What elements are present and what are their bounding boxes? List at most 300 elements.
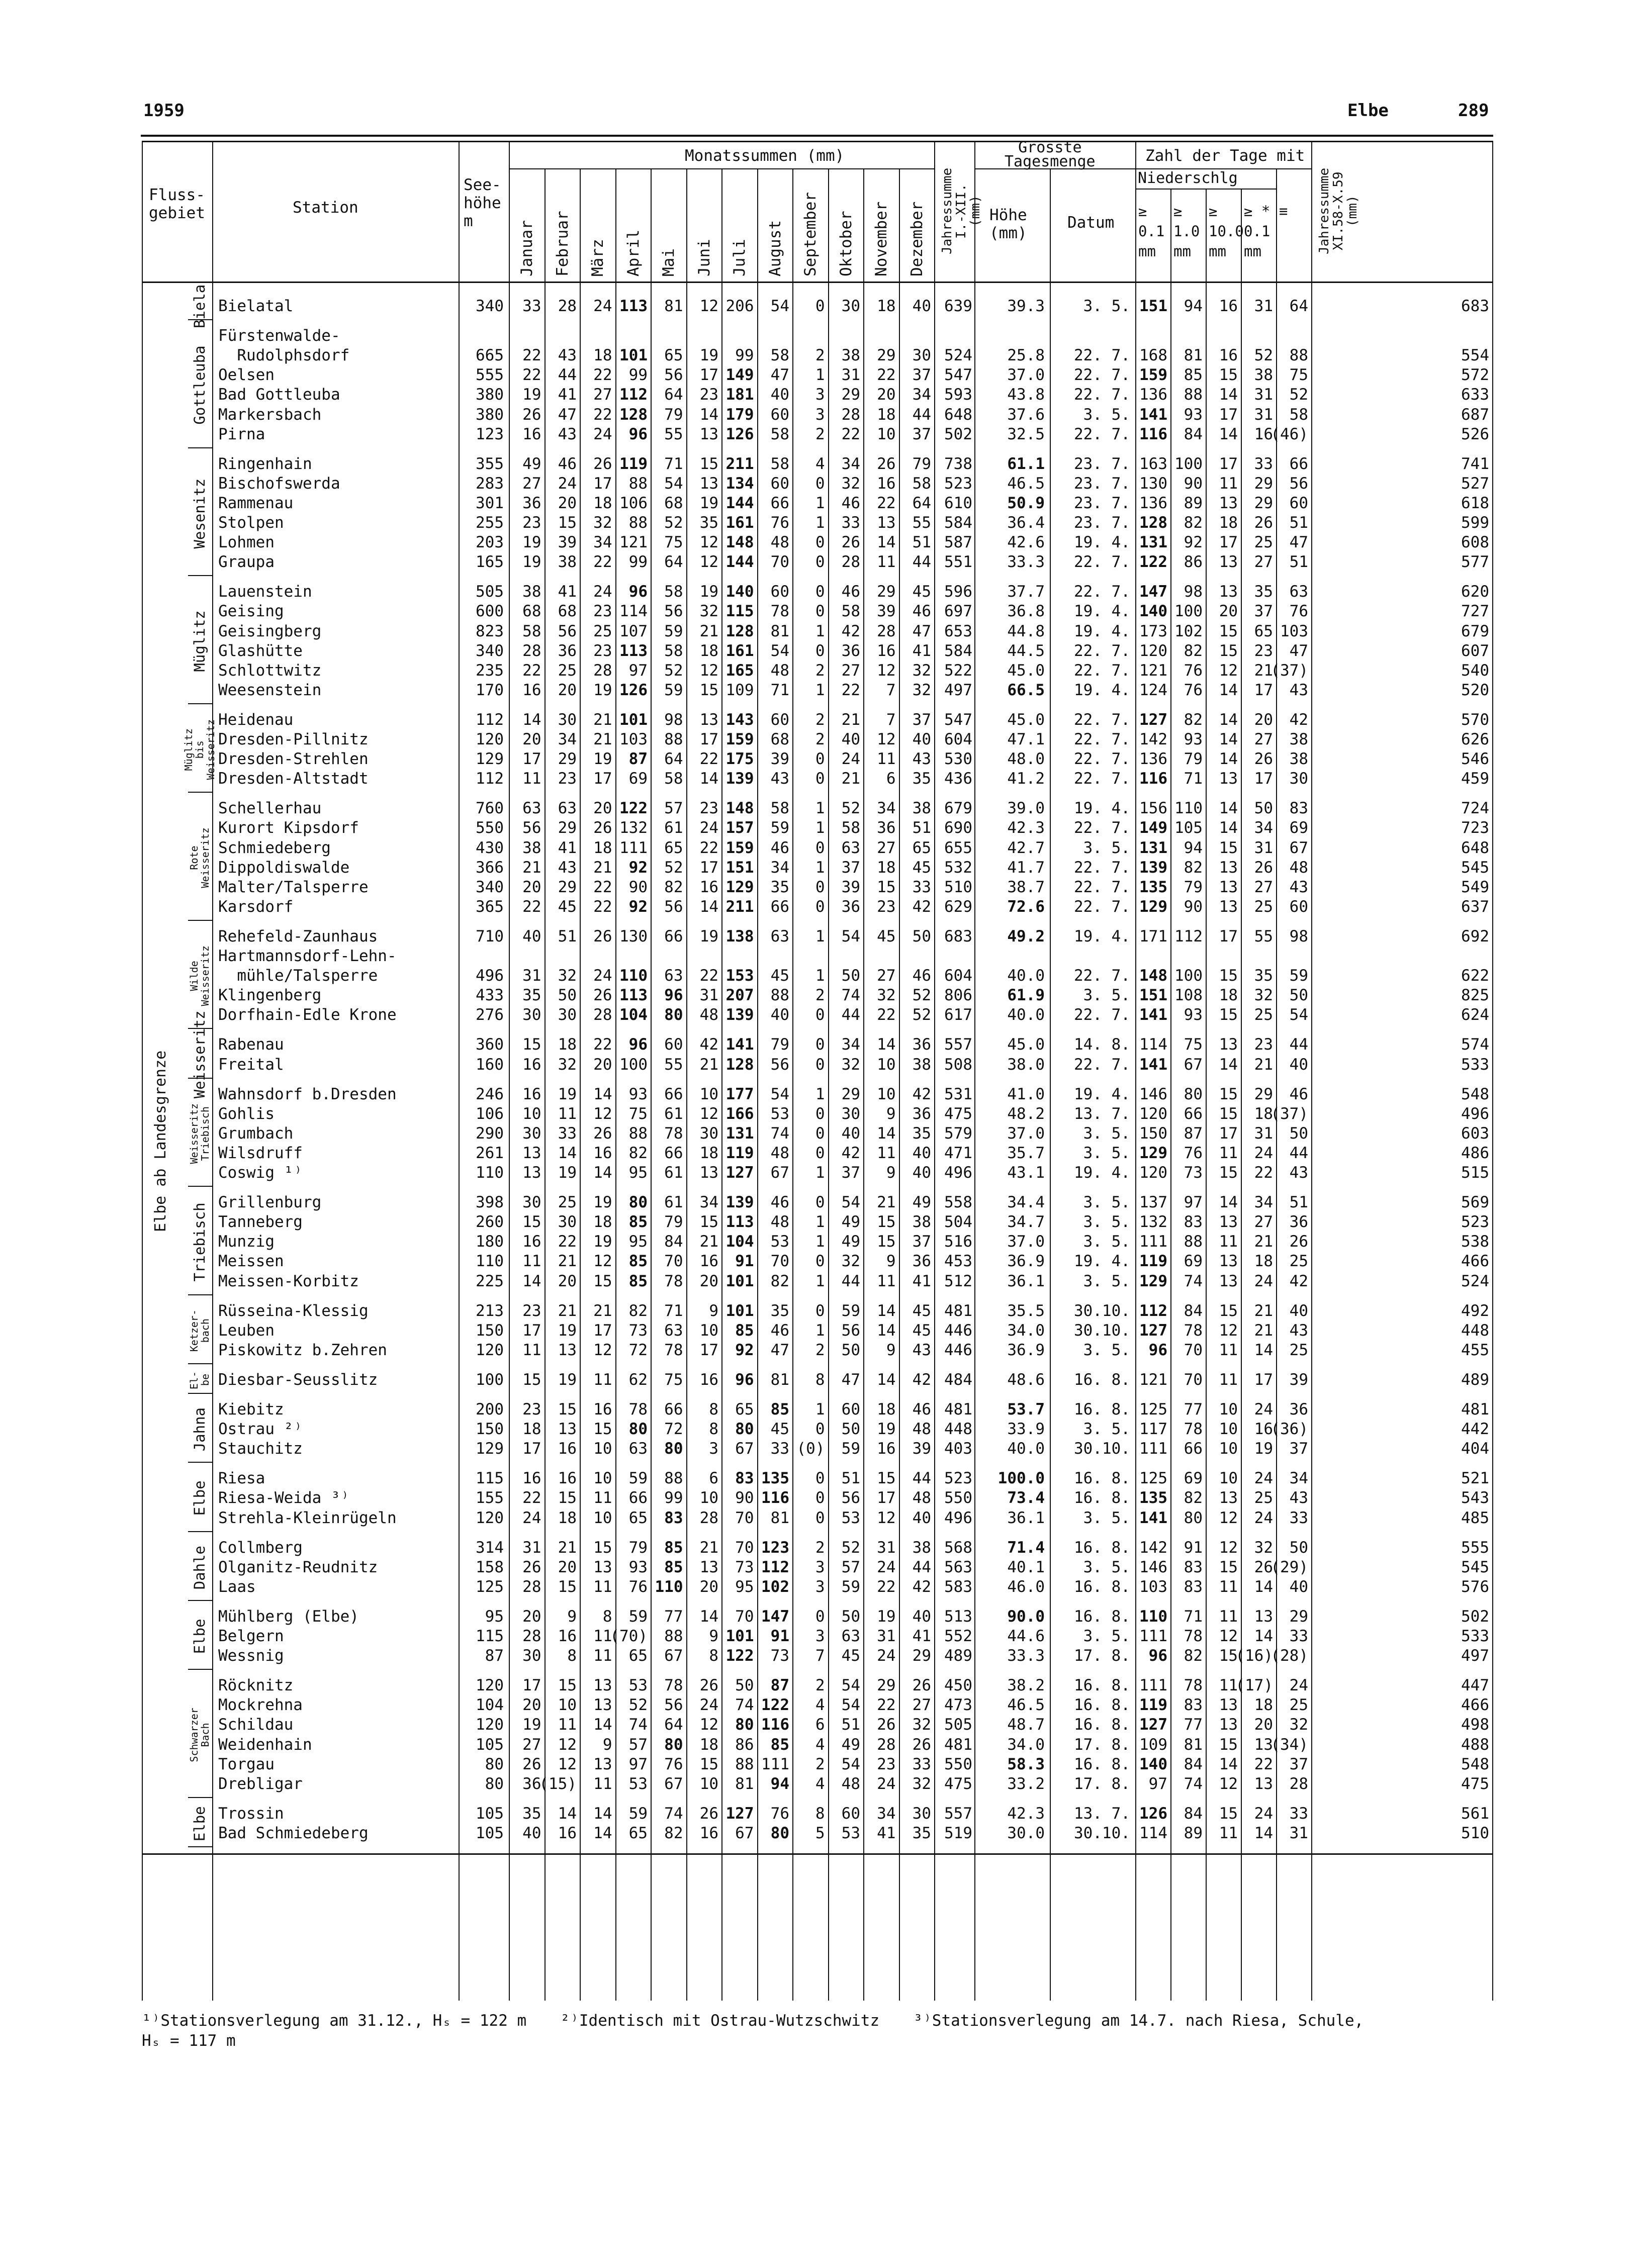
group-label-1: Gottleuba (191, 345, 208, 425)
data-cell: 32 (841, 474, 860, 493)
data-cell: 131 (1139, 838, 1167, 857)
data-cell: 14 (558, 1804, 577, 1823)
data-cell: 19 (593, 1233, 612, 1251)
data-cell: 0 (815, 533, 825, 552)
data-cell: 140 (1139, 602, 1167, 621)
data-cell: 40 (522, 927, 541, 946)
data-cell: 132 (1139, 1213, 1167, 1232)
data-cell: 489 (1461, 1370, 1489, 1389)
data-cell: 14 (1219, 425, 1238, 443)
data-cell: 17 (1219, 405, 1238, 424)
data-cell: 683 (1461, 297, 1489, 315)
page-section: Elbe (1347, 101, 1389, 121)
group-label-16: Schwarzer Bach (188, 1708, 211, 1762)
data-cell: 22 (877, 1577, 896, 1596)
data-cell: 112 (1174, 927, 1203, 946)
data-cell: 148 (725, 533, 754, 552)
group-separator (188, 319, 212, 320)
data-cell: 14 (1219, 386, 1238, 404)
data-cell: 79 (664, 1213, 683, 1232)
data-cell: 40 (522, 1824, 541, 1842)
data-cell: 14 (1219, 1755, 1238, 1773)
data-cell: 110 (1139, 1607, 1167, 1626)
data-cell: 113 (619, 297, 648, 315)
data-cell: 1 (815, 1272, 825, 1290)
data-cell: 18 (558, 1035, 577, 1054)
data-cell: 147 (761, 1607, 789, 1626)
data-cell: 101 (619, 346, 648, 365)
data-cell: 158 (476, 1558, 504, 1576)
data-cell: 0 (815, 1055, 825, 1074)
data-cell: 496 (944, 1164, 972, 1182)
data-cell: 90 (735, 1489, 754, 1507)
data-cell: 120 (476, 1676, 504, 1695)
data-cell: 28 (877, 622, 896, 640)
data-cell: 148 (725, 799, 754, 818)
data-cell: 121 (619, 533, 648, 552)
data-cell: 19 (522, 553, 541, 572)
data-cell: 20 (558, 1272, 577, 1290)
data-cell: 17 (593, 474, 612, 493)
data-cell: 8 (815, 1804, 825, 1823)
data-cell: 74 (1184, 1774, 1203, 1793)
data-cell: 34 (841, 1035, 860, 1054)
data-cell: 39 (841, 878, 860, 896)
station-name: Malter/Talsperre (218, 878, 369, 896)
data-cell: 120 (476, 730, 504, 748)
data-cell: 21 (877, 1193, 896, 1212)
data-cell: 10 (593, 1508, 612, 1527)
data-cell: 82 (1184, 858, 1203, 877)
data-cell: 82 (628, 1144, 648, 1162)
data-cell: 59 (841, 1577, 860, 1596)
data-cell: 561 (1461, 1804, 1489, 1823)
station-name: Riesa (218, 1469, 265, 1488)
outer-label-elbe: Elbe ab Landesgrenze (152, 1050, 169, 1232)
data-cell: 58 (770, 799, 789, 818)
data-cell: 110 (655, 1577, 683, 1596)
data-cell: 104 (619, 1006, 648, 1024)
data-cell: 314 (476, 1538, 504, 1557)
data-cell: 15 (699, 1213, 718, 1232)
data-cell: 136 (1139, 494, 1167, 512)
data-cell: 1 (815, 967, 825, 985)
data-cell: 25 (593, 622, 612, 640)
data-cell: 20 (699, 1577, 718, 1596)
data-cell: 38.7 (1007, 878, 1045, 896)
data-cell: 66 (664, 1400, 683, 1419)
data-cell: 108 (1174, 986, 1203, 1005)
data-cell: 54 (841, 1676, 860, 1695)
data-cell: 14 (877, 1035, 896, 1054)
data-cell: 26 (522, 1755, 541, 1773)
data-cell: 9 (886, 1252, 896, 1271)
data-cell: 38 (522, 583, 541, 601)
data-cell: 22 (558, 1233, 577, 1251)
data-cell: 825 (1461, 986, 1489, 1005)
data-cell: 22 (593, 366, 612, 385)
data-cell: 0 (815, 750, 825, 769)
data-cell: 42.7 (1007, 838, 1045, 857)
data-cell: 340 (476, 878, 504, 896)
data-cell: 0 (815, 553, 825, 572)
data-cell: 148 (1139, 967, 1167, 985)
data-cell: 96 (664, 986, 683, 1005)
header-tage-col-4: ≡ (1279, 203, 1288, 220)
data-cell: 120 (1139, 1164, 1167, 1182)
data-cell: 128 (725, 1055, 754, 1074)
data-cell: 523 (944, 1469, 972, 1488)
data-cell: 35 (1254, 967, 1273, 985)
data-cell: 49 (841, 1735, 860, 1754)
data-cell: 21 (841, 770, 860, 788)
data-cell: 19. 4. (1074, 1085, 1130, 1103)
data-cell: 93 (628, 1085, 648, 1103)
data-cell: 225 (476, 1272, 504, 1290)
data-cell: 112 (761, 1558, 789, 1576)
header-month-mai: Mai (660, 248, 678, 276)
data-cell: 151 (725, 858, 754, 877)
data-cell: 75 (1184, 1035, 1203, 1054)
data-cell: 55 (1254, 927, 1273, 946)
data-cell: 13 (699, 710, 718, 729)
data-cell: 20 (1254, 710, 1273, 729)
data-cell: 61.9 (1007, 986, 1045, 1005)
data-cell: 33 (841, 514, 860, 532)
data-cell: 607 (1461, 641, 1489, 660)
station-name: Dresden-Pillnitz (218, 730, 369, 748)
data-cell: 15 (1219, 967, 1238, 985)
data-cell: 36.9 (1007, 1341, 1045, 1359)
group-separator (188, 1846, 212, 1847)
data-cell: 15 (593, 1538, 612, 1557)
data-cell: 207 (725, 986, 754, 1005)
data-cell: 53 (841, 1824, 860, 1842)
data-cell: 36.9 (1007, 1252, 1045, 1271)
data-cell: 3 (815, 1558, 825, 1576)
data-cell: 66 (770, 494, 789, 512)
data-cell: 58 (522, 622, 541, 640)
data-cell: 77 (664, 1607, 683, 1626)
data-cell: 42.3 (1007, 1804, 1045, 1823)
data-cell: 35.5 (1007, 1301, 1045, 1320)
data-cell: 442 (1461, 1420, 1489, 1439)
group-label-5: Rote Weisseritz (188, 827, 211, 888)
data-cell: (34) (1270, 1735, 1308, 1754)
data-cell: 679 (1461, 622, 1489, 640)
data-cell: 26 (522, 1558, 541, 1576)
station-name: Heidenau (218, 710, 294, 729)
data-cell: 527 (1461, 474, 1489, 493)
data-cell: 14 (593, 1085, 612, 1103)
data-cell: 25 (558, 1193, 577, 1212)
data-cell: 17. 8. (1074, 1774, 1130, 1793)
data-cell: 85 (770, 1400, 789, 1419)
data-cell: 60 (1289, 494, 1308, 512)
data-cell: 24 (1254, 1508, 1273, 1527)
data-cell: 54 (841, 1696, 860, 1715)
data-cell: 16 (558, 1627, 577, 1645)
data-cell: 30 (522, 1647, 541, 1665)
data-cell: 61 (664, 1193, 683, 1212)
data-cell: 135 (761, 1469, 789, 1488)
data-cell: 12 (593, 1104, 612, 1123)
data-cell: 90 (1184, 474, 1203, 493)
data-cell: 83 (735, 1469, 754, 1488)
data-cell: 34.0 (1007, 1735, 1045, 1754)
data-cell: 26 (1254, 1558, 1273, 1576)
data-cell: 22. 7. (1074, 750, 1130, 769)
data-cell: 46.5 (1007, 1696, 1045, 1715)
data-cell: 78 (1184, 1321, 1203, 1340)
data-cell: 14 (1219, 750, 1238, 769)
data-cell: 2 (815, 730, 825, 748)
data-cell: 18 (877, 405, 896, 424)
table-bottom-border (142, 1853, 1492, 1855)
data-cell: 505 (476, 583, 504, 601)
data-cell: 448 (944, 1420, 972, 1439)
data-cell: 16 (593, 1400, 612, 1419)
data-cell: 34.7 (1007, 1213, 1045, 1232)
data-cell: 98 (1184, 583, 1203, 601)
data-cell: 27 (1254, 553, 1273, 572)
data-cell: 67 (1184, 1055, 1203, 1074)
data-cell: 513 (944, 1607, 972, 1626)
data-cell: 10 (593, 1440, 612, 1458)
data-cell: 496 (1461, 1104, 1489, 1123)
data-cell: 16 (1219, 297, 1238, 315)
data-cell: 93 (1184, 405, 1203, 424)
data-cell: 22 (841, 681, 860, 699)
data-cell: 52 (1289, 386, 1308, 404)
data-cell: 16 (699, 1252, 718, 1271)
data-cell: 43 (770, 770, 789, 788)
data-cell: 0 (815, 1193, 825, 1212)
data-cell: 111 (761, 1755, 789, 1773)
data-cell: 0 (815, 602, 825, 621)
data-cell: 70 (770, 553, 789, 572)
data-cell: 0 (815, 1006, 825, 1024)
data-cell: 10 (699, 1321, 718, 1340)
station-name: Grumbach (218, 1124, 294, 1143)
data-cell: 94 (1184, 838, 1203, 857)
station-name: Schellerhau (218, 799, 322, 818)
data-cell: 53 (628, 1676, 648, 1695)
station-name: Tanneberg (218, 1213, 303, 1232)
data-cell: 61 (664, 1164, 683, 1182)
data-cell: 496 (944, 1508, 972, 1527)
data-cell: 68 (770, 730, 789, 748)
data-cell: 81 (735, 1774, 754, 1793)
data-cell: 82 (1184, 641, 1203, 660)
data-cell: 453 (944, 1252, 972, 1271)
data-cell: 67 (1289, 838, 1308, 857)
data-cell: 32 (699, 602, 718, 621)
data-cell: 20 (877, 386, 896, 404)
data-cell: 38.0 (1007, 1055, 1045, 1074)
page-year: 1959 (143, 101, 185, 121)
data-cell: 15 (877, 1233, 896, 1251)
data-cell: 99 (628, 553, 648, 572)
data-cell: 22. 7. (1074, 878, 1130, 896)
data-cell: 466 (1461, 1696, 1489, 1715)
data-cell: 683 (944, 927, 972, 946)
data-cell: 82 (664, 1824, 683, 1842)
data-cell: 32 (1254, 1538, 1273, 1557)
data-cell: 15 (558, 1676, 577, 1695)
data-cell: 11 (1219, 1824, 1238, 1842)
data-cell: 14. 8. (1074, 1035, 1130, 1054)
data-cell: 94 (1184, 297, 1203, 315)
data-cell: 16. 8. (1074, 1538, 1130, 1557)
data-cell: 32 (912, 681, 931, 699)
data-cell: 12 (699, 1104, 718, 1123)
data-cell: 119 (725, 1144, 754, 1162)
data-cell: 82 (1184, 1647, 1203, 1665)
data-cell: 13. 7. (1074, 1804, 1130, 1823)
data-cell: 69 (1184, 1252, 1203, 1271)
data-cell: 22 (593, 1035, 612, 1054)
header-month-november: November (872, 201, 890, 276)
station-name: Kurort Kipsdorf (218, 819, 359, 837)
data-cell: 19 (593, 681, 612, 699)
data-cell: 16 (1254, 425, 1273, 443)
data-cell: 70 (735, 1607, 754, 1626)
data-cell: 16 (558, 1824, 577, 1842)
data-cell: 80 (735, 1716, 754, 1734)
station-name: Ostrau ²⁾ (218, 1420, 303, 1439)
data-cell: 67 (735, 1824, 754, 1842)
data-cell: 475 (944, 1104, 972, 1123)
station-name: Karsdorf (218, 897, 294, 916)
data-cell: 129 (1139, 1144, 1167, 1162)
station-name: Lohmen (218, 533, 275, 552)
data-cell: 95 (628, 1233, 648, 1251)
footnote-3: ³⁾Stationsverlegung am 14.7. nach Riesa, Schule, (913, 2012, 1364, 2030)
data-cell: 84 (1184, 1804, 1203, 1823)
data-cell: 10 (699, 1085, 718, 1103)
data-cell: 50.9 (1007, 494, 1045, 512)
data-cell: 56 (841, 1321, 860, 1340)
data-cell: 15 (1219, 838, 1238, 857)
data-cell: 99 (735, 346, 754, 365)
data-cell: 75 (664, 533, 683, 552)
data-cell: 5 (815, 1824, 825, 1842)
data-cell: 16 (522, 1233, 541, 1251)
data-cell: 38 (912, 799, 931, 818)
header-month-august: August (766, 220, 784, 276)
data-cell: 7 (886, 710, 896, 729)
data-cell: 555 (476, 366, 504, 385)
data-cell: 39 (912, 1440, 931, 1458)
data-cell: 102 (1174, 622, 1203, 640)
data-cell: 159 (725, 730, 754, 748)
data-cell: 59 (841, 1301, 860, 1320)
data-cell: 14 (877, 533, 896, 552)
data-cell: 724 (1461, 799, 1489, 818)
data-cell: 91 (770, 1627, 789, 1645)
data-cell: 38 (912, 1538, 931, 1557)
data-cell: 15 (1219, 641, 1238, 660)
data-cell: 46.0 (1007, 1577, 1045, 1596)
data-cell: 1 (815, 494, 825, 512)
data-cell: 110 (476, 1252, 504, 1271)
station-name: Dresden-Strehlen (218, 750, 369, 769)
data-cell: 14 (699, 770, 718, 788)
data-cell: 15 (522, 1213, 541, 1232)
data-cell: 11 (593, 1627, 612, 1645)
data-cell: 30 (912, 1804, 931, 1823)
data-cell: 47 (770, 366, 789, 385)
data-cell: 111 (1139, 1676, 1167, 1695)
data-cell: 22. 7. (1074, 641, 1130, 660)
data-cell: 147 (1139, 583, 1167, 601)
data-cell: 14 (1219, 799, 1238, 818)
data-cell: 40 (841, 1124, 860, 1143)
data-cell: 101 (619, 710, 648, 729)
data-cell: 32 (841, 1252, 860, 1271)
data-cell: 74 (735, 1696, 754, 1715)
column-divider (459, 141, 460, 2001)
data-cell: 24 (1254, 1469, 1273, 1488)
data-cell: 1 (815, 819, 825, 837)
data-cell: 0 (815, 878, 825, 896)
data-cell: 17 (522, 1321, 541, 1340)
data-cell: 122 (725, 1647, 754, 1665)
data-cell: 290 (476, 1124, 504, 1143)
data-cell: 46 (770, 838, 789, 857)
group-separator (188, 1797, 212, 1798)
data-cell: 27 (841, 661, 860, 680)
header-station: Station (293, 199, 358, 217)
data-cell: 512 (944, 1272, 972, 1290)
data-cell: 127 (725, 1164, 754, 1182)
tage-divider (1241, 188, 1242, 2001)
data-cell: 10 (699, 1774, 718, 1793)
header-tage-col-3: ≥ * 0.1 mm (1244, 203, 1270, 260)
data-cell: 481 (1461, 1400, 1489, 1419)
data-cell: 156 (1139, 799, 1167, 818)
data-cell: 11 (1219, 1607, 1238, 1626)
data-cell: 95 (485, 1607, 504, 1626)
data-cell: 113 (619, 986, 648, 1005)
data-cell: 572 (1461, 366, 1489, 385)
data-cell: 17 (1219, 454, 1238, 473)
data-cell: 38 (558, 553, 577, 572)
data-cell: 49 (912, 1193, 931, 1212)
data-cell: 37 (1289, 1755, 1308, 1773)
data-cell: 105 (476, 1804, 504, 1823)
data-cell: 11 (1219, 1341, 1238, 1359)
group-label-15: Elbe (191, 1619, 208, 1654)
data-cell: 102 (761, 1577, 789, 1596)
data-cell: 727 (1461, 602, 1489, 621)
data-cell: 22 (522, 1489, 541, 1507)
data-cell: 28 (522, 1577, 541, 1596)
data-cell: 23 (699, 799, 718, 818)
data-cell: 10 (558, 1696, 577, 1715)
data-cell: 28 (1289, 1774, 1308, 1793)
data-cell: 600 (476, 602, 504, 621)
data-cell: 0 (815, 897, 825, 916)
data-cell: 21 (1254, 1233, 1273, 1251)
data-cell: 604 (944, 967, 972, 985)
data-cell: 18 (699, 1144, 718, 1162)
station-name: Drebligar (218, 1774, 303, 1793)
data-cell: 41 (877, 1824, 896, 1842)
station-name: Hartmannsdorf-Lehn- mühle/Talsperre (218, 947, 397, 985)
data-cell: 380 (476, 386, 504, 404)
